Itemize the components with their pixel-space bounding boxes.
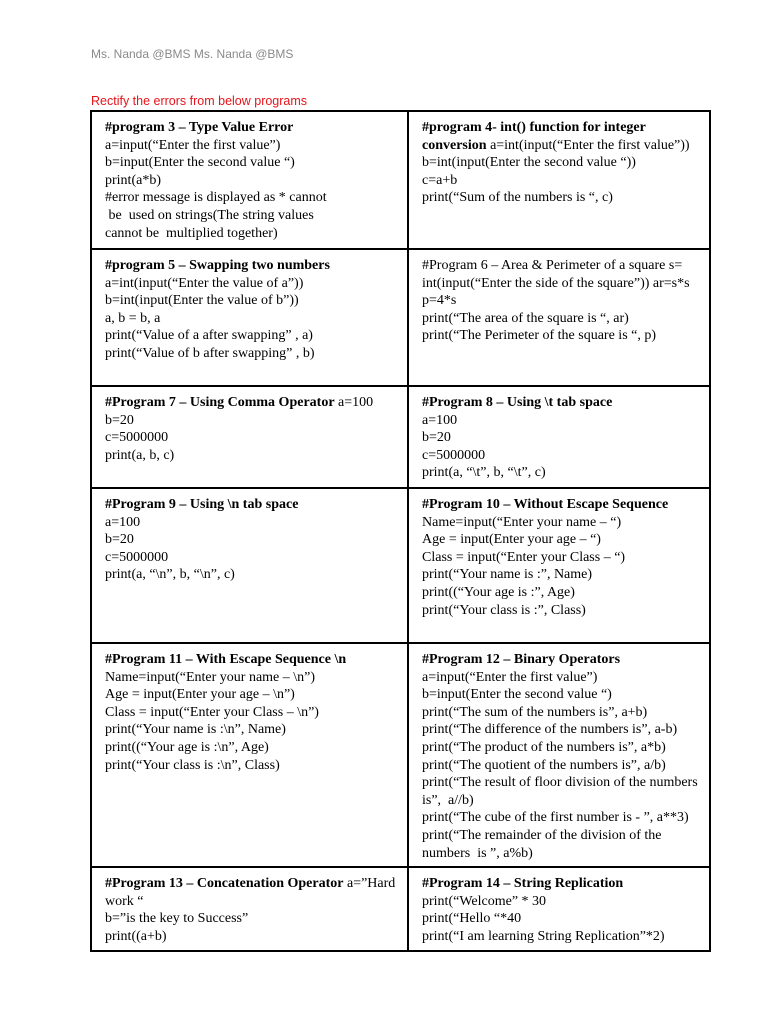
table-row: [91, 488, 710, 643]
programs-table: [90, 110, 711, 952]
instruction-text: Rectify the errors from below programs: [91, 94, 308, 108]
program-title-line: [422, 651, 701, 669]
program-title: #program 4- int() function for integer conversion: [422, 120, 650, 153]
program-cell: [408, 386, 710, 488]
program-title: #program 3 – Type Value Error: [105, 120, 294, 135]
code-line: print((a+b): [105, 928, 167, 944]
code-line: Age = input(Enter your age – \n”): [105, 687, 295, 703]
code-line: Class = input(“Enter your Class – “): [422, 549, 626, 565]
program-title-rest: a=int(input(“Enter the value of a”)): [105, 258, 334, 291]
code-line: c=5000000: [105, 430, 169, 446]
program-cell: [408, 643, 710, 867]
code-line: a, b = b, a: [105, 310, 161, 326]
code-line: print(“The cube of the first number is - ”, a**3): [422, 810, 689, 826]
code-line: print(“Your class is :\n”, Class): [105, 757, 280, 773]
program-cell: [91, 249, 408, 386]
code-line: b=input(Enter the second value “): [105, 155, 295, 171]
code-line: print(a*b): [105, 172, 161, 188]
program-title-rest: a=int(input(“Enter the first value”)): [486, 137, 690, 153]
program-cell: [91, 867, 408, 951]
table-row: [91, 386, 710, 488]
program-title-rest: Name=input(“Enter your name – \n”): [105, 652, 350, 685]
code-line: print(“The result of floor division of the numbers is”, a//b): [422, 775, 702, 808]
code-line: b=20: [422, 430, 451, 446]
program-title-line: [422, 875, 701, 893]
code-line: a=100: [105, 514, 141, 530]
code-line: print(“The sum of the numbers is”, a+b): [422, 704, 648, 720]
code-line: b=20: [105, 412, 134, 428]
program-cell: [408, 488, 710, 643]
code-line: print(a, “\t”, b, “\t”, c): [422, 465, 546, 481]
code-line: print((“Your age is :”, Age): [422, 584, 575, 600]
code-line: b=20: [105, 532, 134, 548]
program-cell: [91, 386, 408, 488]
program-title: #Program 13 – Concatenation Operator: [105, 876, 344, 892]
program-title-line: [422, 257, 701, 292]
program-cell: [408, 867, 710, 951]
code-line: print(“Welcome” * 30: [422, 893, 547, 909]
code-line: be used on strings(The string values: [105, 207, 314, 223]
code-line: print(“Your name is :”, Name): [422, 567, 593, 583]
code-line: p=4*s: [422, 293, 457, 309]
code-line: print(“The difference of the numbers is”, a-b): [422, 722, 678, 738]
code-line: print(“The remainder of the division of the numbers is ”, a%b): [422, 827, 665, 861]
program-title-line: [105, 651, 399, 686]
code-line: print(a, “\n”, b, “\n”, c): [105, 567, 235, 583]
code-line: b=”is the key to Success”: [105, 911, 249, 927]
code-line: cannot be multiplied together): [105, 225, 278, 241]
program-title-line: [105, 875, 399, 910]
program-title: #Program 12 – Binary Operators: [422, 652, 621, 667]
program-title-rest: Name=input(“Enter your name – “): [422, 497, 672, 530]
table-row: [91, 111, 710, 249]
program-title-line: [105, 119, 399, 137]
code-line: c=a+b: [422, 172, 458, 188]
program-title-line: [105, 496, 399, 514]
code-line: Age = input(Enter your age – “): [422, 532, 601, 548]
code-line: print(a, b, c): [105, 447, 175, 463]
program-title-rest: a=”Hard work “: [105, 876, 399, 909]
program-title-line: [422, 394, 701, 412]
program-title: #Program 11 – With Escape Sequence \n: [105, 652, 347, 667]
table-row: [91, 643, 710, 867]
code-line: print(“The quotient of the numbers is”, a/b): [422, 757, 666, 773]
code-line: print(“The product of the numbers is”, a*b): [422, 739, 666, 755]
code-line: print(“The area of the square is “, ar): [422, 310, 629, 326]
program-cell: [408, 249, 710, 386]
code-line: print(“Value of b after swapping” , b): [105, 345, 315, 361]
code-line: Class = input(“Enter your Class – \n”): [105, 704, 319, 720]
program-title-rest: #Program 6 – Area & Perimeter of a square s= int(input(“Enter the side of the square”)) ar=s*s: [422, 258, 690, 291]
table-row: [91, 867, 710, 951]
code-line: b=input(Enter the second value “): [422, 687, 612, 703]
program-cell: [91, 643, 408, 867]
program-title: #Program 7 – Using Comma Operator: [105, 395, 335, 410]
program-title-line: [422, 496, 701, 531]
code-line: print(“I am learning String Replication”*2): [422, 928, 665, 944]
program-title: #Program 9 – Using \n tab space: [105, 497, 299, 512]
code-line: c=5000000: [105, 549, 169, 565]
code-line: a=input(“Enter the first value”): [105, 137, 281, 153]
program-title: #Program 10 – Without Escape Sequence: [422, 497, 669, 512]
program-cell: [91, 111, 408, 249]
program-title-line: [105, 257, 399, 292]
code-line: a=100: [422, 412, 458, 428]
program-title-rest: a=100: [334, 395, 374, 410]
program-title: #Program 8 – Using \t tab space: [422, 395, 613, 410]
code-line: a=input(“Enter the first value”): [422, 669, 598, 685]
code-line: print(“Hello “*40: [422, 911, 522, 927]
program-cell: [91, 488, 408, 643]
program-title-line: [422, 119, 701, 154]
code-line: print(“Your class is :”, Class): [422, 602, 586, 618]
code-line: #error message is displayed as * cannot: [105, 190, 327, 206]
program-cell: [408, 111, 710, 249]
code-line: print(“Value of a after swapping” , a): [105, 328, 313, 344]
code-line: print(“Sum of the numbers is “, c): [422, 190, 613, 206]
code-line: print(“Your name is :\n”, Name): [105, 722, 286, 738]
program-title: #Program 14 – String Replication: [422, 876, 624, 892]
code-line: b=int(input(Enter the second value “)): [422, 155, 636, 171]
program-title-line: [105, 394, 399, 412]
page-header: Ms. Nanda @BMS Ms. Nanda @BMS: [91, 47, 294, 61]
code-line: print((“Your age is :\n”, Age): [105, 739, 269, 755]
code-line: c=5000000: [422, 447, 486, 463]
code-line: b=int(input(Enter the value of b”)): [105, 293, 299, 309]
code-line: print(“The Perimeter of the square is “, p): [422, 328, 657, 344]
table-row: [91, 249, 710, 386]
program-title: #program 5 – Swapping two numbers: [105, 258, 330, 273]
